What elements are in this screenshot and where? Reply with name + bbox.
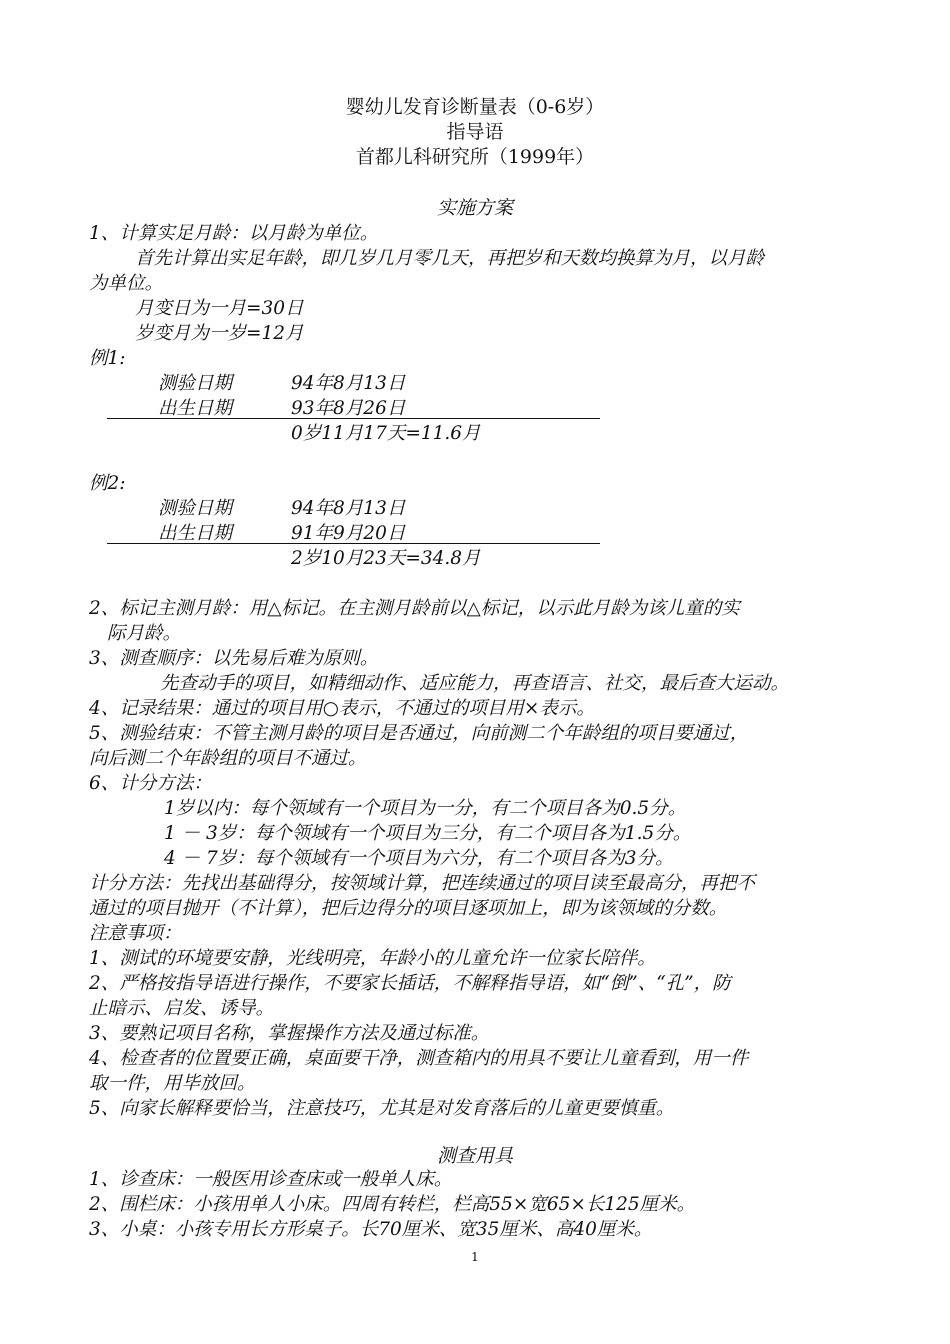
ex1-birth-value: 93年8月26日 xyxy=(291,398,406,419)
text-line: 1、测试的环境要安静，光线明亮，年龄小的儿童允许一位家长陪伴。 xyxy=(89,948,656,969)
example-2-label: 例2: xyxy=(89,473,126,494)
text-line: 注意事项： xyxy=(89,923,182,944)
ex1-birth-label: 出生日期 xyxy=(158,398,233,419)
ex2-birth-label: 出生日期 xyxy=(158,523,233,544)
ex1-test-label: 测验日期 xyxy=(158,373,233,394)
subtraction-rule xyxy=(107,543,600,544)
text-line: 1、计算实足月龄：以月龄为单位。 xyxy=(89,223,379,244)
page-number: 1 xyxy=(471,1250,479,1264)
text-line: 际月龄。 xyxy=(107,623,182,644)
text-line: 3、要熟记项目名称，掌握操作方法及通过标准。 xyxy=(89,1023,490,1044)
ex2-birth-value: 91年9月20日 xyxy=(291,523,406,544)
text-line: 先查动手的项目，如精细动作、适应能力，再查语言、社交，最后查大运动。 xyxy=(160,673,790,694)
text-line: 向后测二个年龄组的项目不通过。 xyxy=(89,748,367,769)
text-line: 2、围栏床：小孩用单人小床。四周有转栏，栏高55×宽65×长125厘米。 xyxy=(89,1194,696,1215)
text-line: 取一件，用毕放回。 xyxy=(89,1073,256,1094)
document-title: 婴幼儿发育诊断量表（0-6岁） xyxy=(345,96,605,118)
text-line: 月变日为一月=30日 xyxy=(135,298,304,319)
ex1-result: 0岁11月17天=11.6月 xyxy=(291,423,481,444)
text-line: 计分方法：先找出基础得分，按领域计算，把连续通过的项目读至最高分，再把不 xyxy=(89,873,756,894)
section-title-tools: 测查用具 xyxy=(436,1145,513,1167)
text-line: 5、测验结束：不管主测月龄的项目是否通过，向前测二个年龄组的项目要通过， xyxy=(89,723,749,744)
text-line: 5、向家长解释要恰当，注意技巧，尤其是对发育落后的儿童更要慎重。 xyxy=(89,1098,675,1119)
section-title-plan: 实施方案 xyxy=(436,197,513,219)
text-line: 1 － 3岁：每个领域有一个项目为三分，有二个项目各为1.5分。 xyxy=(164,823,692,844)
ex2-test-value: 94年8月13日 xyxy=(291,498,406,519)
text-line: 6、计分方法： xyxy=(89,773,212,794)
example-1-label: 例1: xyxy=(89,348,126,369)
text-line: 2、标记主测月龄：用△标记。在主测月龄前以△标记，以示此月龄为该儿童的实 xyxy=(89,598,740,619)
ex1-test-value: 94年8月13日 xyxy=(291,373,406,394)
institute-line: 首都儿科研究所（1999年） xyxy=(355,146,595,168)
text-line: 通过的项目抛开（不计算），把后边得分的项目逐项加上，即为该领域的分数。 xyxy=(89,898,728,919)
text-line: 岁变月为一岁=12月 xyxy=(135,323,304,344)
ex2-result: 2岁10月23天=34.8月 xyxy=(291,548,481,569)
text-line: 4、记录结果：通过的项目用○表示，不通过的项目用×表示。 xyxy=(89,698,595,719)
text-line: 1岁以内：每个领域有一个项目为一分，有二个项目各为0.5分。 xyxy=(164,798,687,819)
text-line: 止暗示、启发、诱导。 xyxy=(89,998,275,1019)
text-line: 1、诊查床：一般医用诊查床或一般单人床。 xyxy=(89,1169,453,1190)
ex2-test-label: 测验日期 xyxy=(158,498,233,519)
text-line: 为单位。 xyxy=(89,273,164,294)
text-line: 3、小桌：小孩专用长方形桌子。长70厘米、宽35厘米、高40厘米。 xyxy=(89,1219,653,1240)
document-subtitle: 指导语 xyxy=(446,121,504,143)
text-line: 首先计算出实足年龄，即几岁几月零几天，再把岁和天数均换算为月，以月龄 xyxy=(135,248,765,269)
text-line: 4 － 7岁：每个领域有一个项目为六分，有二个项目各为3分。 xyxy=(164,848,674,869)
text-line: 3、测查顺序：以先易后难为原则。 xyxy=(89,648,379,669)
subtraction-rule xyxy=(107,418,600,419)
text-line: 4、检查者的位置要正确，桌面要干净，测查箱内的用具不要让儿童看到，用一件 xyxy=(89,1048,749,1069)
text-line: 2、严格按指导语进行操作，不要家长插话，不解释指导语，如“倒”、“孔”，防 xyxy=(89,973,731,994)
